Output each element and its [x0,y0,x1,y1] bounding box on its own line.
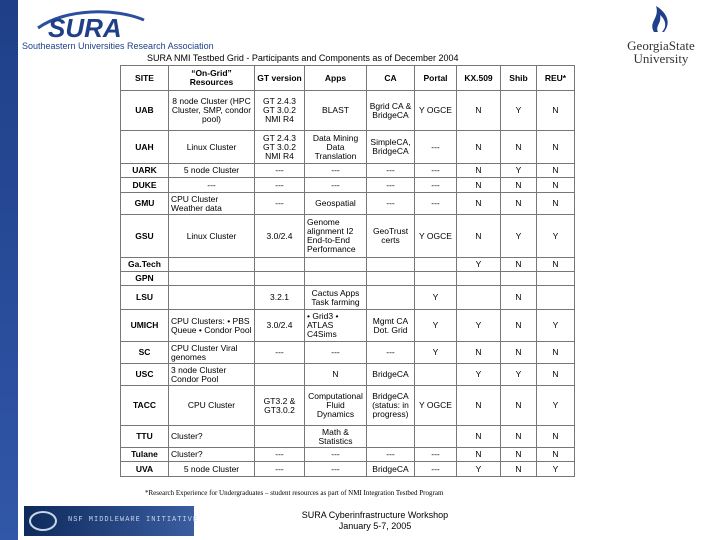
cell-site: SC [121,342,169,364]
cell-ca [367,286,415,310]
table-row [121,272,575,286]
cell-ca: GeoTrust certs [367,215,415,258]
cell-apps: --- [305,164,367,178]
cell-shib: N [501,193,537,215]
cell-gt-version: 3.2.1 [255,286,305,310]
cell-gt-version: GT 2.4.3 GT 3.0.2 NMI R4 [255,131,305,164]
cell-resources: Cluster? [169,426,255,448]
cell-ca: --- [367,448,415,462]
cell-reu: N [537,258,575,272]
cell-reu: N [537,91,575,131]
cell-site: USC [121,364,169,386]
table-row [121,258,575,272]
left-accent-bar [0,0,18,540]
cell-resources: 5 node Cluster [169,164,255,178]
cell-ca: --- [367,342,415,364]
cell-resources [169,272,255,286]
cell-portal: Y OGCE [415,91,457,131]
cell-reu: N [537,178,575,193]
cell-reu: N [537,364,575,386]
cell-shib: N [501,462,537,477]
cell-reu: N [537,448,575,462]
cell-reu: Y [537,215,575,258]
cell-shib: Y [501,364,537,386]
table-row [121,286,575,310]
cell-portal: --- [415,164,457,178]
cell-gt-version [255,272,305,286]
workshop-name: SURA Cyberinfrastructure Workshop [301,510,449,520]
cell-apps: --- [305,178,367,193]
cell-site: UAB [121,91,169,131]
cell-apps: --- [305,448,367,462]
cell-portal [415,258,457,272]
cell-kx509: Y [457,258,501,272]
cell-site: GMU [121,193,169,215]
cell-gt-version: GT3.2 & GT3.0.2 [255,386,305,426]
cell-portal: Y OGCE [415,215,457,258]
cell-apps: Data Mining Data Translation [305,131,367,164]
table-row [121,386,575,426]
cell-gt-version: GT 2.4.3 GT 3.0.2 NMI R4 [255,91,305,131]
cell-portal: --- [415,131,457,164]
gsu-logo [620,4,702,65]
cell-gt-version: --- [255,178,305,193]
cell-shib [501,272,537,286]
cell-reu: N [537,193,575,215]
cell-kx509: N [457,164,501,178]
column-header: SITE [121,66,169,91]
cell-resources: CPU Cluster Viral genomes [169,342,255,364]
cell-gt-version [255,364,305,386]
cell-portal: Y OGCE [415,386,457,426]
cell-portal: --- [415,193,457,215]
cell-reu: N [537,164,575,178]
cell-portal: Y [415,342,457,364]
cell-shib: N [501,131,537,164]
cell-shib: N [501,310,537,342]
cell-portal: --- [415,462,457,477]
cell-apps: --- [305,462,367,477]
cell-resources: 3 node Cluster Condor Pool [169,364,255,386]
cell-reu: Y [537,310,575,342]
cell-reu [537,272,575,286]
cell-kx509: Y [457,364,501,386]
cell-kx509: N [457,91,501,131]
table-row [121,91,575,131]
table-row [121,164,575,178]
cell-kx509: N [457,448,501,462]
cell-portal: --- [415,178,457,193]
cell-portal: Y [415,286,457,310]
cell-shib: N [501,258,537,272]
cell-ca: SimpleCA, BridgeCA [367,131,415,164]
cell-apps: Geospatial [305,193,367,215]
cell-reu [537,286,575,310]
cell-site: UVA [121,462,169,477]
table-row [121,131,575,164]
cell-gt-version: 3.0/2.4 [255,215,305,258]
cell-apps: Math & Statistics [305,426,367,448]
cell-reu: N [537,426,575,448]
column-header: “On-Grid” Resources [169,66,255,91]
nsf-middleware-banner [24,506,199,536]
university-name-line2: University [633,51,689,66]
cell-ca: Bgrid CA & BridgeCA [367,91,415,131]
column-header: CA [367,66,415,91]
cell-portal [415,364,457,386]
column-header: Apps [305,66,367,91]
column-header: GT version [255,66,305,91]
flame-icon [646,4,676,34]
cell-portal: --- [415,448,457,462]
banner-text: NSF MIDDLEWARE INITIATIVE [68,516,199,524]
cell-site: TTU [121,426,169,448]
cell-kx509: Y [457,310,501,342]
cell-site: LSU [121,286,169,310]
cell-ca: --- [367,178,415,193]
cell-shib: Y [501,215,537,258]
cell-resources [169,258,255,272]
cell-ca: --- [367,193,415,215]
cell-apps [305,272,367,286]
cell-resources: CPU Cluster [169,386,255,426]
page-title: SURA NMI Testbed Grid - Participants and Components as of December 2004 [147,53,459,63]
cell-kx509: N [457,426,501,448]
cell-resources: CPU Clusters: • PBS Queue • Condor Pool [169,310,255,342]
cell-ca: BridgeCA [367,462,415,477]
column-header: Shib [501,66,537,91]
cell-apps: BLAST [305,91,367,131]
cell-site: UMICH [121,310,169,342]
cell-kx509: N [457,178,501,193]
cell-shib: N [501,386,537,426]
table-row [121,426,575,448]
cell-portal [415,272,457,286]
cell-site: TACC [121,386,169,426]
workshop-dates: January 5-7, 2005 [338,521,412,531]
cell-shib: N [501,342,537,364]
table-row [121,364,575,386]
cell-site: UARK [121,164,169,178]
cell-reu: N [537,131,575,164]
cell-reu: N [537,342,575,364]
column-header: KX.509 [457,66,501,91]
cell-resources: 8 node Cluster (HPC Cluster, SMP, condor pool) [169,91,255,131]
cell-kx509: Y [457,462,501,477]
column-header: REU* [537,66,575,91]
cell-site: DUKE [121,178,169,193]
cell-kx509: N [457,193,501,215]
cell-apps: --- [305,342,367,364]
cell-ca [367,258,415,272]
cell-shib: N [501,448,537,462]
nmi-logo-icon [29,511,57,531]
cell-shib: N [501,426,537,448]
cell-resources: 5 node Cluster [169,462,255,477]
cell-kx509: N [457,131,501,164]
cell-gt-version: --- [255,193,305,215]
cell-apps: Cactus Apps Task farming [305,286,367,310]
cell-gt-version: --- [255,164,305,178]
cell-resources: --- [169,178,255,193]
university-name-line1: GeorgiaState [627,38,695,53]
footnote: *Research Experience for Undergraduates – student resources as part of NMI Integration Testbed Program [145,489,444,497]
cell-site: Tulane [121,448,169,462]
cell-site: Ga.Tech [121,258,169,272]
workshop-caption [270,510,480,532]
cell-kx509: N [457,215,501,258]
table-row [121,342,575,364]
cell-portal [415,426,457,448]
cell-kx509: N [457,342,501,364]
table-row [121,448,575,462]
cell-gt-version: --- [255,342,305,364]
sura-logo-text: SURA [48,13,122,40]
cell-shib: Y [501,91,537,131]
sura-logo [36,6,146,40]
cell-resources [169,286,255,310]
cell-ca: BridgeCA [367,364,415,386]
cell-apps: • Grid3 • ATLAS C4Sims [305,310,367,342]
cell-gt-version [255,426,305,448]
cell-site: UAH [121,131,169,164]
column-header: Portal [415,66,457,91]
cell-apps [305,258,367,272]
org-name: Southeastern Universities Research Association [22,41,214,51]
table-header-row [121,66,575,91]
cell-resources: Linux Cluster [169,215,255,258]
cell-site: GSU [121,215,169,258]
cell-portal: Y [415,310,457,342]
cell-resources: Cluster? [169,448,255,462]
cell-shib: Y [501,164,537,178]
cell-ca: --- [367,164,415,178]
cell-gt-version: 3.0/2.4 [255,310,305,342]
cell-ca [367,426,415,448]
cell-shib: N [501,286,537,310]
cell-ca [367,272,415,286]
participants-table [120,65,575,477]
cell-apps: Genome alignment I2 End-to-End Performance [305,215,367,258]
cell-resources: Linux Cluster [169,131,255,164]
cell-apps: N [305,364,367,386]
table-row [121,310,575,342]
cell-gt-version: --- [255,462,305,477]
cell-reu: Y [537,386,575,426]
cell-kx509 [457,286,501,310]
table-row [121,178,575,193]
cell-reu: Y [537,462,575,477]
cell-kx509 [457,272,501,286]
cell-shib: N [501,178,537,193]
cell-gt-version [255,258,305,272]
table-row [121,193,575,215]
cell-gt-version: --- [255,448,305,462]
cell-ca: BridgeCA (status: in progress) [367,386,415,426]
table-row [121,215,575,258]
table-row [121,462,575,477]
cell-apps: Computational Fluid Dynamics [305,386,367,426]
cell-kx509: N [457,386,501,426]
cell-resources: CPU Cluster Weather data [169,193,255,215]
cell-site: GPN [121,272,169,286]
cell-ca: Mgmt CA Dot. Grid [367,310,415,342]
